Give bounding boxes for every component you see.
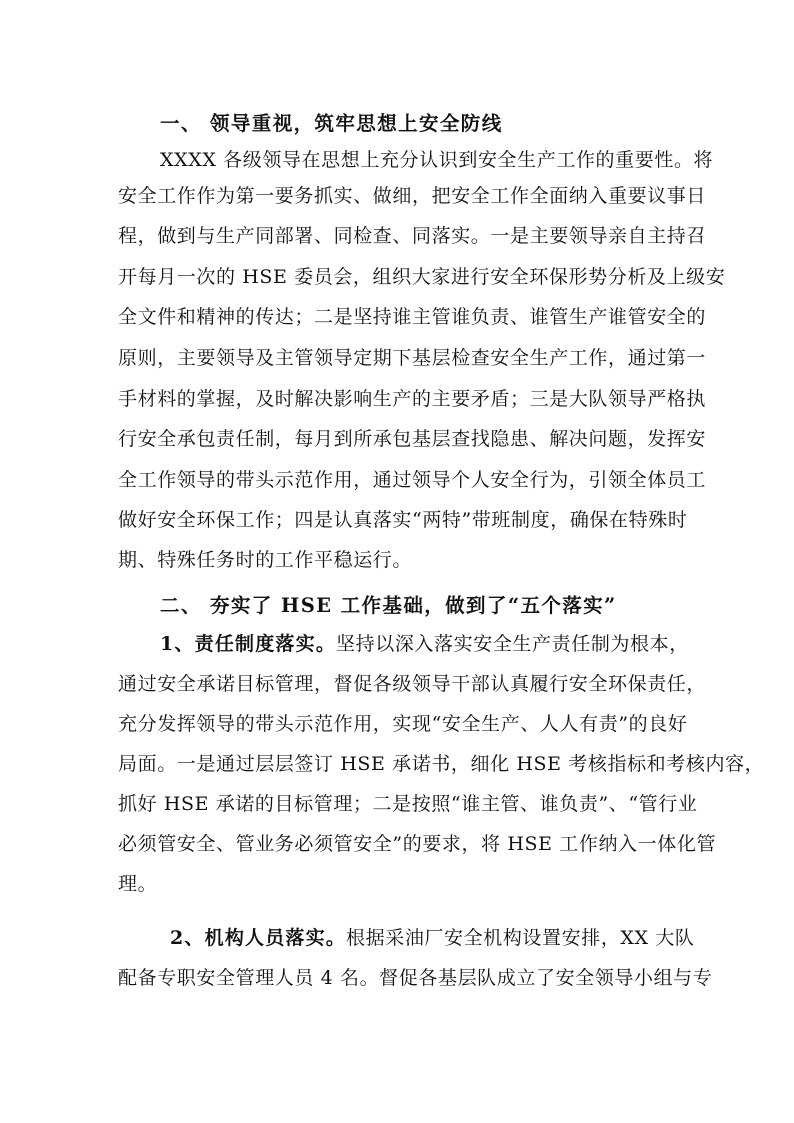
paragraph-line: 做好安全环保工作；四是认真落实“两特”带班制度，确保在特殊时 bbox=[118, 509, 688, 531]
paragraph-line: 充分发挥领导的带头示范作用，实现“安全生产、人人有责”的良好 bbox=[118, 713, 688, 735]
paragraph-line: 期、特殊任务时的工作平稳运行。 bbox=[118, 549, 413, 571]
paragraph-line: XXXX 各级领导在思想上充分认识到安全生产工作的重要性。将 bbox=[160, 149, 714, 171]
paragraph-line: 抓好 HSE 承诺的目标管理；二是按照“谁主管、谁负责”、“管行业 bbox=[118, 793, 698, 815]
paragraph-line: 行安全承包责任制，每月到所承包基层查找隐患、解决问题，发挥安 bbox=[118, 428, 707, 450]
paragraph-line: 必须管安全、管业务必须管安全”的要求，将 HSE 工作纳入一体化管 bbox=[118, 833, 717, 855]
paragraph-line: 原则，主要领导及主管领导定期下基层检查安全生产工作，通过第一 bbox=[118, 347, 707, 369]
item-1-first-line bbox=[160, 632, 720, 656]
paragraph-line: 配备专职安全管理人员 4 名。督促各基层队成立了安全领导小组与专 bbox=[118, 967, 713, 989]
item-2-lead: 2、机构人员落实。 bbox=[170, 927, 347, 949]
paragraph-line: 程，做到与生产同部署、同检查、同落实。一是主要领导亲自主持召 bbox=[118, 225, 707, 247]
paragraph-line: 全文件和精神的传达；二是坚持谁主管谁负责、谁管生产谁管安全的 bbox=[118, 306, 707, 328]
paragraph-line: 通过安全承诺目标管理，督促各级领导干部认真履行安全环保责任， bbox=[118, 673, 707, 695]
item-2-first-line bbox=[170, 926, 730, 950]
heading-1: 一、 领导重视，筑牢思想上安全防线 bbox=[160, 112, 503, 135]
item-1-text: 坚持以深入落实安全生产责任制为根本， bbox=[336, 633, 689, 655]
paragraph-line: 局面。一是通过层层签订 HSE 承诺书，细化 HSE 考核指标和考核内容， bbox=[118, 753, 765, 775]
paragraph-line: 理。 bbox=[118, 873, 158, 895]
paragraph-line: 开每月一次的 HSE 委员会，组织大家进行安全环保形势分析及上级安 bbox=[118, 266, 726, 288]
paragraph-line: 全工作领导的带头示范作用，通过领导个人安全行为，引领全体员工 bbox=[118, 469, 707, 491]
item-1-lead: 1、责任制度落实。 bbox=[160, 633, 337, 655]
heading-2: 二、 夯实了 HSE 工作基础，做到了“五个落实” bbox=[160, 594, 617, 617]
paragraph-line: 安全工作作为第一要务抓实、做细，把安全工作全面纳入重要议事日 bbox=[118, 185, 707, 207]
paragraph-line: 手材料的掌握，及时解决影响生产的主要矛盾；三是大队领导严格执 bbox=[118, 388, 707, 410]
item-2-text: 根据采油厂安全机构设置安排，XX 大队 bbox=[346, 927, 695, 949]
